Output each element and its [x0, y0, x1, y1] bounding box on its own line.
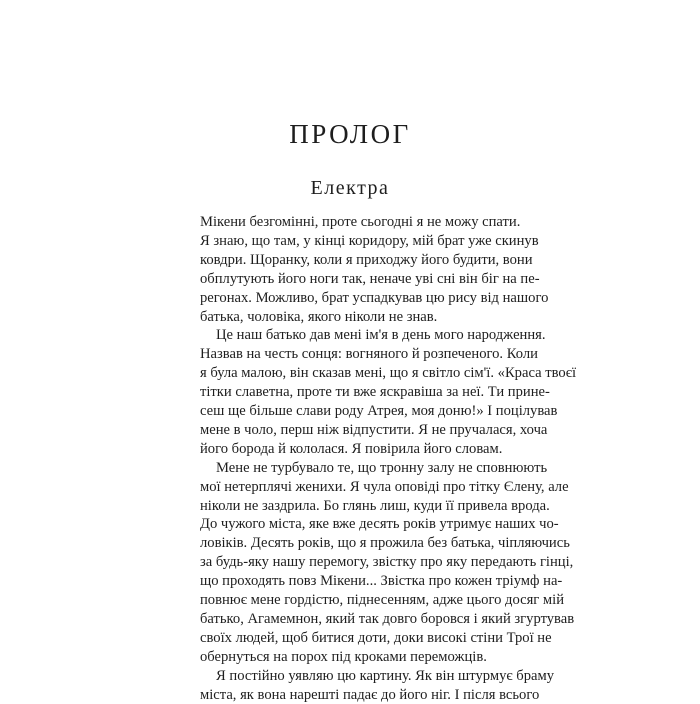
text-line: ковдри. Щоранку, коли я приходжу його будити, вони [200, 251, 496, 270]
chapter-title: ПРОЛОГ [0, 118, 700, 150]
text-line: повнює мене гордістю, піднесенням, адже цього досяг мій [200, 591, 496, 610]
text-line: батько, Агамемнон, який так довго боровся і який згуртував [200, 610, 496, 629]
text-line: батька, чоловіка, якого ніколи не знав. [200, 308, 496, 327]
text-line: сеш ще більше слави роду Атрея, моя доню!» І поцілував [200, 402, 496, 421]
chapter-subtitle: Електра [0, 176, 700, 200]
text-line: обплутують його ноги так, неначе уві сні він біг на пе- [200, 270, 496, 289]
text-line: своїх людей, щоб битися доти, доки високі стіни Трої не [200, 629, 496, 648]
text-line: що проходять повз Мікени... Звістка про кожен тріумф на- [200, 572, 496, 591]
text-line: міста, як вона нарешті падає до його ніг. І після всього [200, 686, 496, 704]
text-line: До чужого міста, яке вже десять років утримує наших чо- [200, 515, 496, 534]
text-line: Я знаю, що там, у кінці коридору, мій брат уже скинув [200, 232, 496, 251]
text-line: регонах. Можливо, брат успадкував цю рису від нашого [200, 289, 496, 308]
text-line: Мене не турбувало те, що тронну залу не сповнюють [216, 459, 496, 478]
text-line: його борода й кололася. Я повірила його словам. [200, 440, 496, 459]
text-line: за будь-яку нашу перемогу, звістку про яку передають гінці, [200, 553, 496, 572]
text-line: мої нетерплячі женихи. Я чула оповіді про тітку Єлену, але [200, 478, 496, 497]
text-line: ніколи не заздрила. Бо глянь лиш, куди її привела врода. [200, 497, 496, 516]
text-line: ловіків. Десять років, що я прожила без батька, чіпляючись [200, 534, 496, 553]
text-line: Мікени безгомінні, проте сьогодні я не можу спати. [200, 213, 496, 232]
text-line: мене в чоло, перш ніж відпустити. Я не пручалася, хоча [200, 421, 496, 440]
text-line: тітки славетна, проте ти вже яскравіша за неї. Ти принe- [200, 383, 496, 402]
text-line: Назвав на честь сонця: вогняного й розпеченого. Коли [200, 345, 496, 364]
text-line: Я постійно уявляю цю картину. Як він штурмує браму [216, 667, 496, 686]
text-line: Це наш батько дав мені ім'я в день мого народження. [216, 326, 496, 345]
text-line: я була малою, він сказав мені, що я світло сім'ї. «Краса твоєї [200, 364, 496, 383]
text-line: обернуться на порох під кроками переможців. [200, 648, 496, 667]
